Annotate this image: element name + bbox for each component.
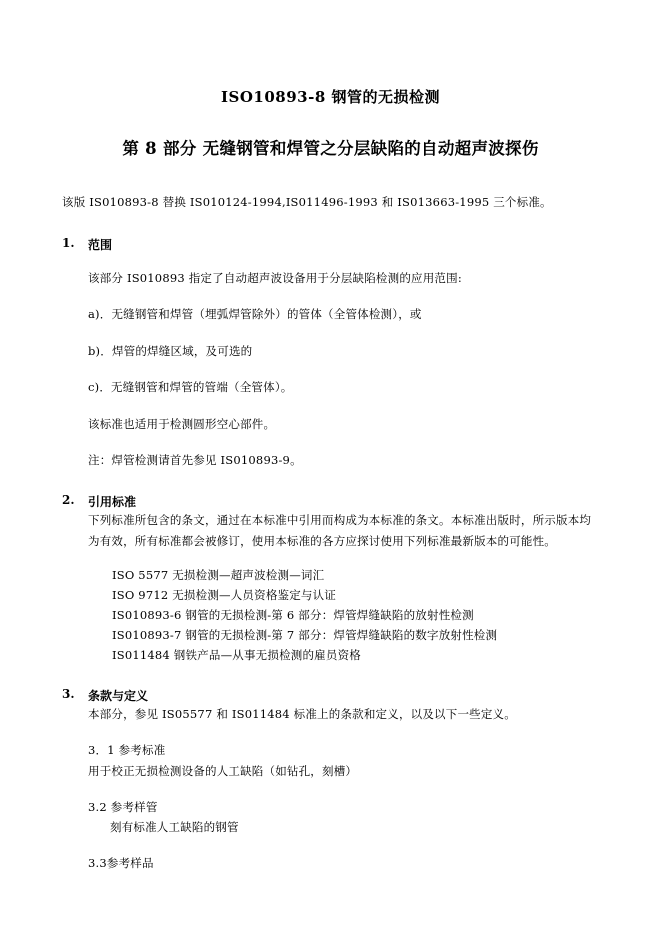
subsection-heading: 3.2 参考样管 [88, 799, 158, 814]
subsection-heading: 3．1 参考标准 [88, 743, 166, 758]
paragraph: 下列标准所包含的条文，通过在本标准中引用而构成为本标准的条文。本标准出版时，所示版本均为有效，所有标准都会被修订，使用本标准的各方应探讨使用下列标准最新版本的可能性。 [88, 513, 592, 548]
intro-paragraph: 该版 IS010893-8 替换 IS010124-1994,IS011496-1993 和 IS013663-1995 三个标准。 [62, 195, 552, 209]
note-paragraph: 注：焊管检测请首先参见 IS010893-9。 [88, 452, 302, 467]
section-heading [62, 493, 599, 510]
list-item: IS010893-6 钢管的无损检测-第 6 部分：焊管焊缝缺陷的放射性检测 [112, 607, 474, 622]
section-heading [62, 687, 599, 704]
list-item: c)．无缝钢管和焊管的管端（全管体）。 [88, 380, 293, 395]
section-body [88, 704, 599, 873]
list-item: ISO 5577 无损检测—超声波检测—词汇 [112, 567, 325, 582]
section-body [88, 267, 599, 472]
section-title: 范围 [88, 237, 113, 252]
list-item: IS011484 钢铁产品—从事无损检测的雇员资格 [112, 648, 361, 663]
page-subtitle: 第 8 部分 无缝钢管和焊管之分层缺陷的自动超声波探伤 [122, 139, 539, 158]
subsection-text: 刻有标准人工缺陷的钢管 [110, 819, 239, 834]
page-title: ISO10893-8 钢管的无损检测 [221, 88, 440, 106]
paragraph: 本部分，参见 IS05577 和 IS011484 标准上的条款和定义，以及以下一些定义。 [88, 707, 516, 722]
subsection-heading: 3.3参考样品 [88, 855, 154, 870]
list-item: a)．无缝钢管和焊管（埋弧焊管除外）的管体（全管体检测），或 [88, 307, 422, 322]
list-item: IS010893-7 钢管的无损检测-第 7 部分：焊管焊缝缺陷的数字放射性检测 [112, 628, 498, 642]
section-number: 2. [62, 493, 75, 508]
section-terms-definitions [62, 687, 599, 873]
list-item: b)．焊管的焊缝区域，及可选的 [88, 343, 253, 358]
section-normative-references [62, 493, 599, 665]
section-title: 条款与定义 [88, 689, 149, 704]
section-number: 1. [62, 235, 75, 250]
reference-list [88, 565, 599, 666]
paragraph: 该标准也适用于检测圆形空心部件。 [88, 416, 276, 431]
section-number: 3. [62, 687, 75, 702]
list-item: ISO 9712 无损检测—人员资格鉴定与认证 [112, 587, 337, 602]
section-title: 引用标准 [88, 495, 137, 510]
section-body [88, 510, 599, 665]
section-heading [62, 236, 599, 253]
paragraph: 该部分 IS010893 指定了自动超声波设备用于分层缺陷检测的应用范围: [88, 270, 462, 285]
section-scope [62, 236, 599, 472]
subsection-text: 用于校正无损检测设备的人工缺陷（如钻孔，刻槽） [88, 763, 358, 778]
